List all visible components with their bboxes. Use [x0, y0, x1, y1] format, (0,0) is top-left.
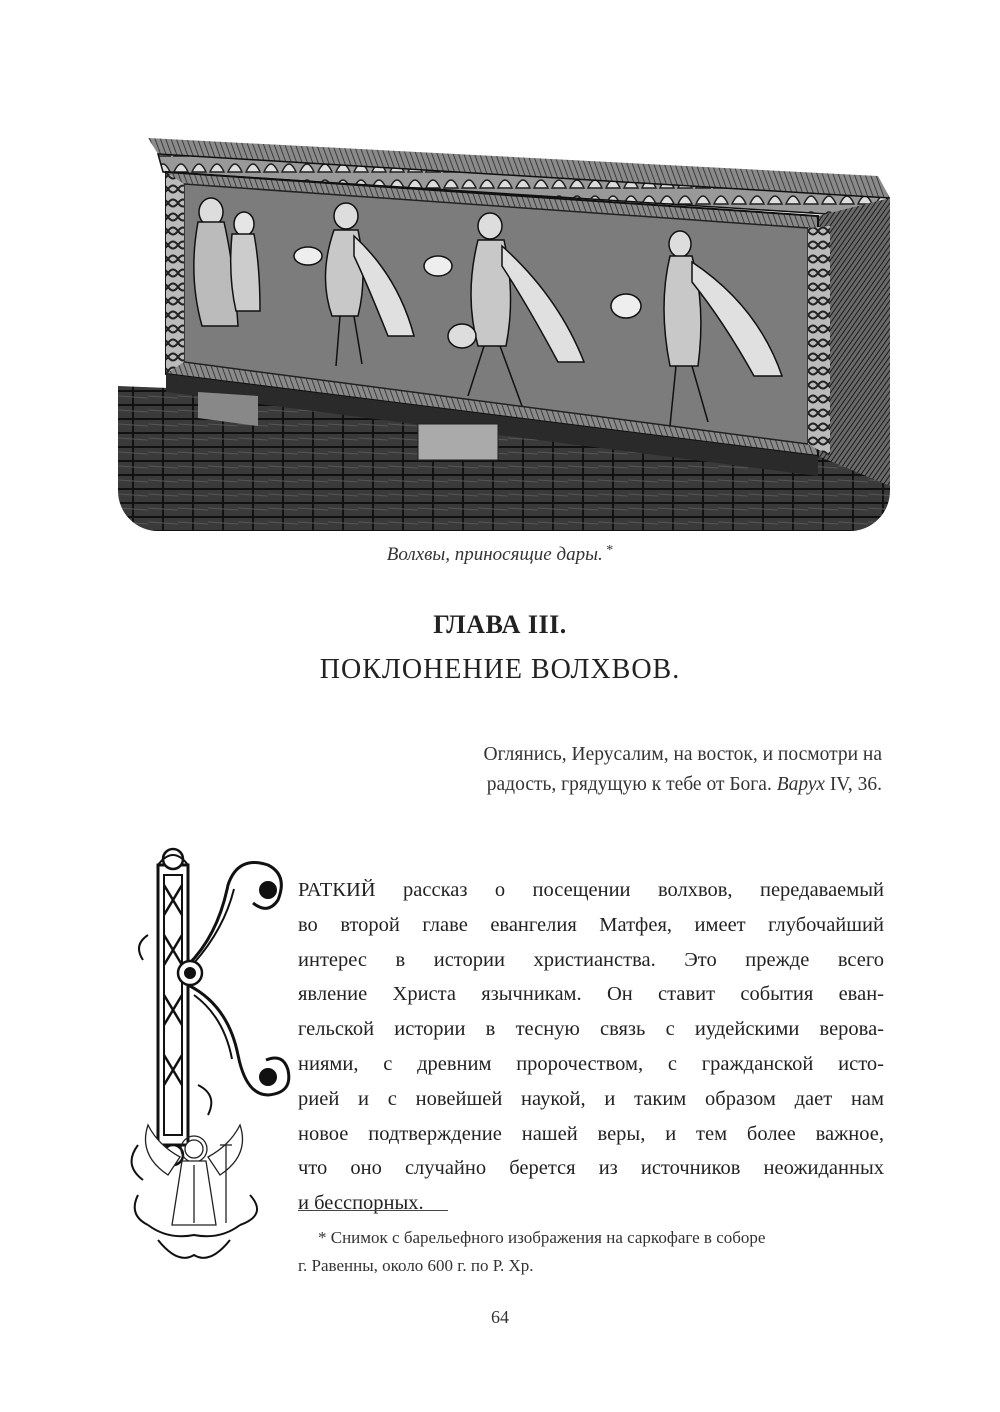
body-line: гельской истории в тесную связь с иудейскими верова-: [298, 1018, 884, 1041]
footnote: [298, 1224, 884, 1280]
body-paragraph: [298, 873, 884, 1221]
body-line: рией и с новейшей наукой, и таким образом дает нам: [298, 1087, 884, 1110]
body-line: новое подтверждение нашей веры, и тем более важное,: [298, 1122, 884, 1145]
epigraph-line-1: Оглянись, Иерусалим, на восток, и посмотри на: [483, 744, 882, 765]
body-line: РАТКИЙ рассказ о посещении волхвов, передаваемый: [298, 879, 884, 901]
epigraph-line-2: [322, 770, 882, 800]
page-number: 64: [491, 1307, 509, 1327]
illustration-caption: [0, 543, 1000, 566]
footnote-line-1: * Снимок с барельефного изображения на саркофаге в соборе: [318, 1228, 766, 1247]
body-line: явление Христа язычникам. Он ставит события еван-: [298, 983, 884, 1006]
body-line: интерес в истории христианства. Это прежде всего: [298, 948, 884, 971]
body-line: ниями, с древним пророчеством, с гражданской исто-: [298, 1052, 884, 1075]
footnote-divider: [298, 1210, 448, 1211]
epigraph-reference: IV, 36.: [829, 774, 882, 796]
footnote-line-2: г. Равенны, около 600 г. по Р. Хр.: [298, 1256, 534, 1275]
epigraph-source: Варух: [776, 774, 825, 796]
caption-text: Волхвы, приносящие дары.: [386, 544, 603, 565]
drop-cap-initial: [128, 845, 303, 1270]
body-line: что оно случайно берется из источников неожиданных: [298, 1157, 884, 1180]
caption-footnote-mark: *: [602, 543, 614, 558]
sarcophagus-engraving: [118, 126, 890, 531]
body-line: и бесспорных.: [298, 1192, 424, 1215]
chapter-number: ГЛАВА III.: [433, 610, 567, 639]
epigraph: [322, 740, 882, 800]
chapter-title: ПОКЛОНЕНИЕ ВОЛХВОВ.: [319, 654, 681, 685]
body-line: во второй главе евангелия Матфея, имеет глубочайший: [298, 913, 884, 936]
epigraph-line-2-text: радость, грядущую к тебе от Бога.: [486, 774, 772, 796]
